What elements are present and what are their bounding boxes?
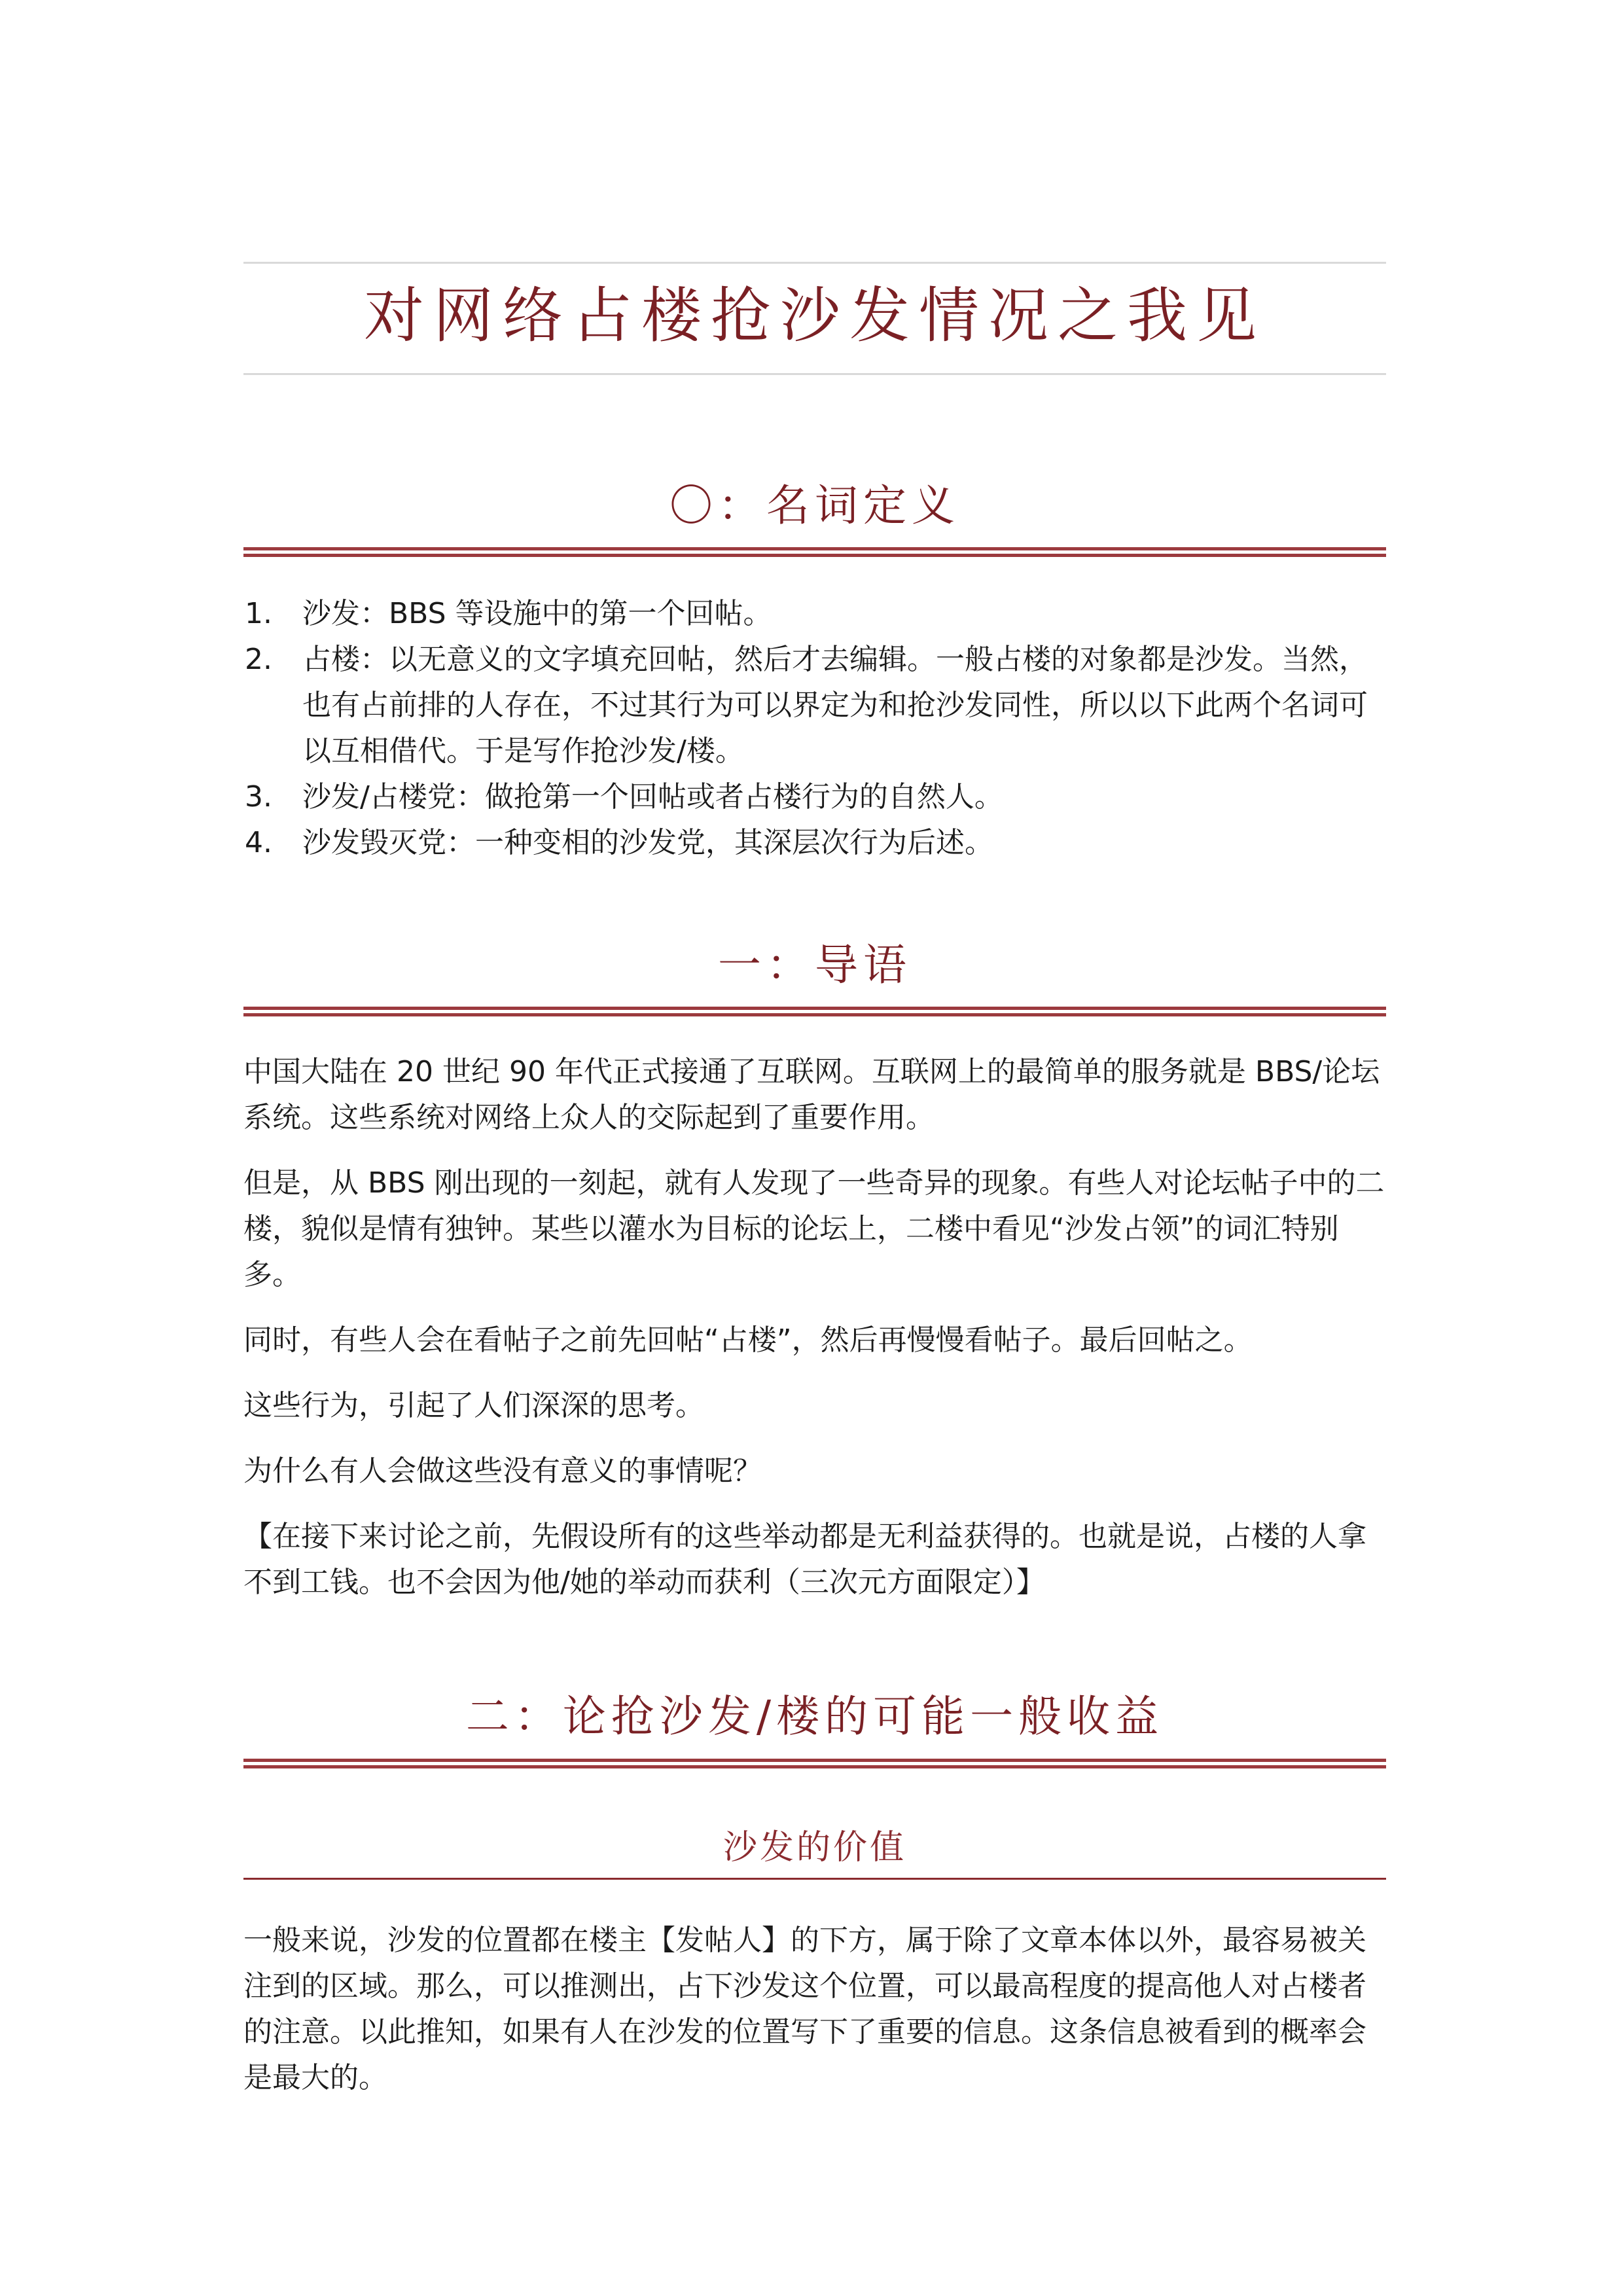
list-item-text: 沙发：BBS 等设施中的第一个回帖。: [302, 597, 772, 631]
section-divider: [243, 547, 1386, 557]
section-benefit: [243, 1691, 1386, 2100]
section-heading-intro: 一：导语: [718, 940, 912, 991]
list-number: 3.: [245, 780, 272, 814]
paragraph: 为什么有人会做这些没有意义的事情呢？: [243, 1454, 762, 1488]
paragraph: 同时，有些人会在看帖子之前先回帖“占楼”，然后再慢慢看帖子。最后回帖之。: [243, 1323, 1253, 1357]
list-number: 1.: [245, 597, 272, 631]
section-divider: [243, 1007, 1386, 1016]
section-definitions: [243, 480, 1386, 866]
intro-body: [243, 1049, 1386, 1605]
document-title: 对网络占楼抢沙发情况之我见: [363, 281, 1266, 351]
definition-list: [243, 591, 1386, 866]
list-item: [243, 637, 1386, 774]
document-page: [243, 262, 1386, 2101]
subsection-heading-sofa-value: 沙发的价值: [243, 1820, 1386, 1880]
list-number: 4.: [245, 826, 272, 860]
paragraph: 但是，从 BBS 刚出现的一刻起，就有人发现了一些奇异的现象。有些人对论坛帖子中的二楼，貌似是情有独钟。某些以灌水为目标的论坛上，二楼中看见“沙发占领”的词汇特别多。: [243, 1166, 1385, 1292]
list-item: [243, 591, 1386, 637]
benefit-body: [243, 1918, 1386, 2101]
list-item-text: 沙发/占楼党：做抢第一个回帖或者占楼行为的自然人。: [302, 780, 1003, 814]
section-divider: [243, 1759, 1386, 1768]
list-number: 2.: [245, 643, 272, 677]
paragraph: 【在接下来讨论之前，先假设所有的这些举动都是无利益获得的。也就是说，占楼的人拿不到工钱。也不会因为他/她的举动而获利（三次元方面限定）】: [243, 1520, 1366, 1600]
list-item: [243, 820, 1386, 866]
title-block: [243, 262, 1386, 375]
paragraph: 中国大陆在 20 世纪 90 年代正式接通了互联网。互联网上的最简单的服务就是 BBS/论坛系统。这些系统对网络上众人的交际起到了重要作用。: [243, 1055, 1380, 1135]
paragraph: 这些行为，引起了人们深深的思考。: [243, 1389, 704, 1423]
list-item-text: 占楼：以无意义的文字填充回帖，然后才去编辑。一般占楼的对象都是沙发。当然，也有占前排的人存在，不过其行为可以界定为和抢沙发同性，所以以下此两个名词可以互相借代。于是写作抢沙发/楼。: [302, 643, 1368, 768]
section-heading-definitions: 〇：名词定义: [669, 480, 960, 531]
list-item: [243, 774, 1386, 820]
section-intro: [243, 939, 1386, 1605]
paragraph: 一般来说，沙发的位置都在楼主【发帖人】的下方，属于除了文章本体以外，最容易被关注到的区域。那么，可以推测出，占下沙发这个位置，可以最高程度的提高他人对占楼者的注意。以此推知，如果有人在沙发的位置写下了重要的信息。这条信息被看到的概率会是最大的。: [243, 1923, 1366, 2094]
list-item-text: 沙发毁灭党：一种变相的沙发党，其深层次行为后述。: [302, 826, 993, 860]
section-heading-benefit: 二：论抢沙发/楼的可能一般收益: [465, 1691, 1164, 1742]
